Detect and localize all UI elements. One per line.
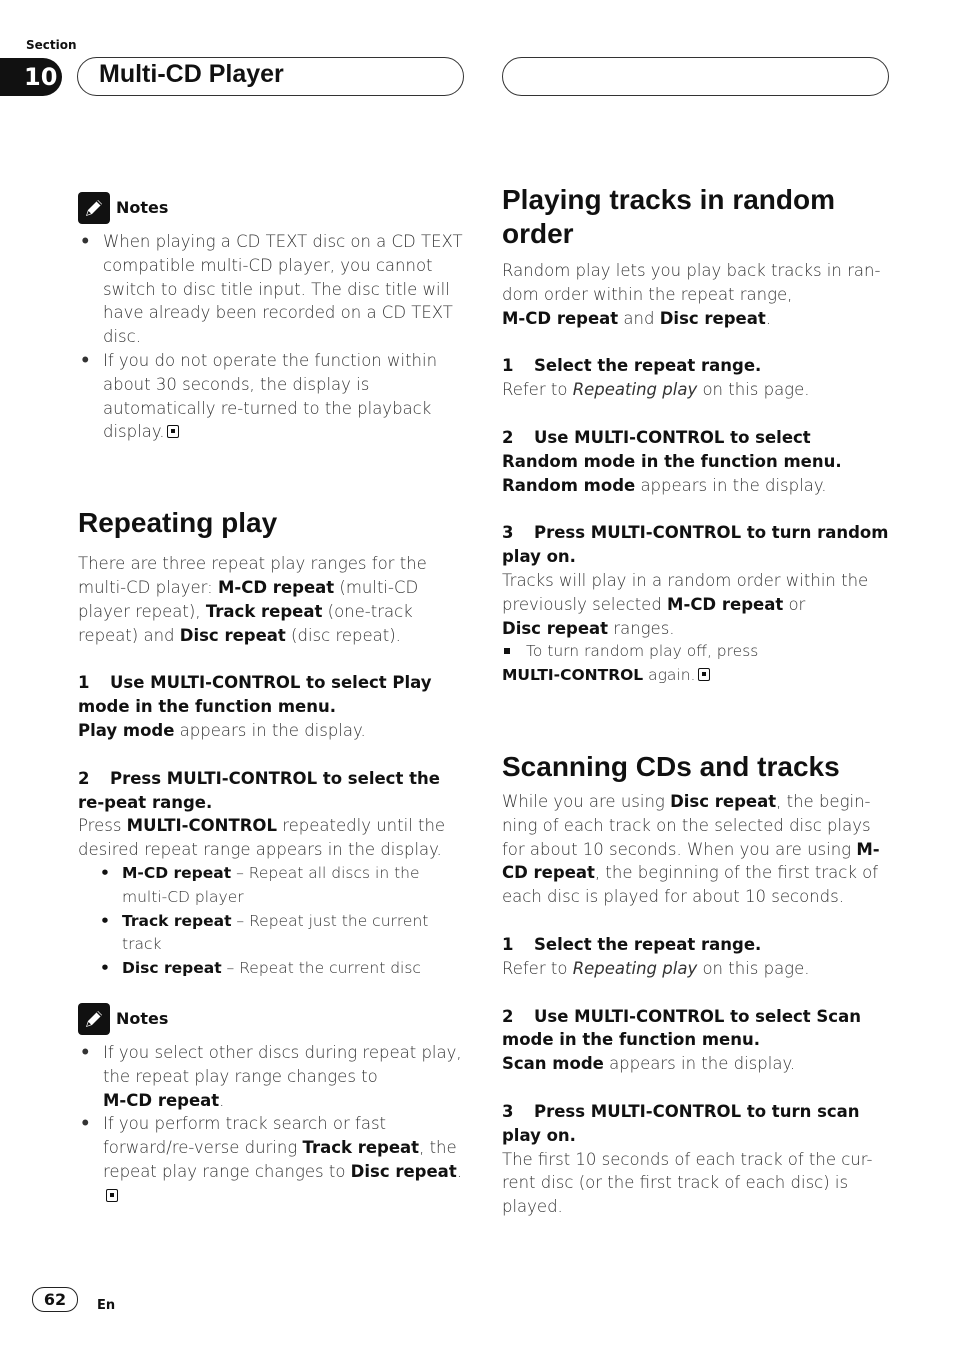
list-item: • M-CD repeat – Repeat all discs in the multi-CD player xyxy=(122,862,468,910)
section-number-badge: 10 xyxy=(0,58,62,96)
language-label: En xyxy=(97,1298,116,1313)
page-number: 62 xyxy=(32,1287,78,1312)
step-text: Random mode appears in the display. xyxy=(502,475,827,495)
notes-list xyxy=(78,1041,468,1208)
header-right-frame xyxy=(502,57,889,96)
end-mark-icon xyxy=(167,425,179,438)
step-text: Refer to Repeating play on this page. xyxy=(502,380,810,400)
section-label: Section xyxy=(26,38,77,52)
random-off-note: To turn random play off, press MULTI-CONTROL again. xyxy=(502,642,759,685)
notes-list xyxy=(78,230,468,444)
note-item: • If you do not operate the function within about 30 seconds, the display is automatically re-turned to the playback display. xyxy=(78,349,468,444)
repeating-intro: There are three repeat play ranges for the multi-CD player: M-CD repeat (multi-CD player repeat), Track repeat (one-track repeat) and Disc repeat (disc repeat). xyxy=(78,554,427,645)
step-heading: 2 Press MULTI-CONTROL to select the re-peat range. xyxy=(78,768,440,812)
end-mark-icon xyxy=(106,1189,118,1202)
note-item: • If you select other discs during repeat play, the repeat play range changes to M-CD repeat. xyxy=(78,1041,468,1112)
step-heading: 1 Select the repeat range. xyxy=(502,356,762,376)
step-text: Press MULTI-CONTROL repeatedly until the desired repeat range appears in the display. xyxy=(78,816,446,860)
step-heading: 2 Use MULTI-CONTROL to select Random mode in the function menu. xyxy=(502,427,842,471)
step-text: The first 10 seconds of each track of the cur-rent disc (or the first track of each disc) is played. xyxy=(502,1149,873,1217)
end-mark-icon xyxy=(698,668,710,681)
scanning-intro: While you are using Disc repeat, the begin-ning of each track on the selected disc plays for about 10 seconds. When you are using M-CD repeat, the beginning of the first track of each disc is played for about 10 seconds. xyxy=(502,791,880,907)
step-heading: 1 Select the repeat range. xyxy=(502,934,762,954)
repeat-range-list xyxy=(78,862,468,981)
notes-heading: Notes xyxy=(78,190,468,226)
list-item: • Disc repeat – Repeat the current disc xyxy=(122,957,468,981)
random-intro: Random play lets you play back tracks in ran-dom order within the repeat range, M-CD repeat and Disc repeat. xyxy=(502,261,881,328)
section-heading-scanning: Scanning CDs and tracks xyxy=(502,750,840,782)
section-heading-random: Playing tracks in random order xyxy=(502,184,835,249)
right-column xyxy=(502,183,892,1219)
note-item: • When playing a CD TEXT disc on a CD TEXT compatible multi-CD player, you cannot switch to disc title input. The disc title will have already been recorded on a CD TEXT disc. xyxy=(78,230,468,349)
note-item: • If you perform track search or fast forward/re-verse during Track repeat, the repeat play range changes to Disc repeat. xyxy=(78,1112,468,1207)
step-text: Refer to Repeating play on this page. xyxy=(502,958,810,978)
step-heading: 3 Press MULTI-CONTROL to turn scan play on. xyxy=(502,1101,860,1145)
left-column xyxy=(78,190,468,1208)
section-heading-repeating: Repeating play xyxy=(78,507,278,539)
pencil-icon xyxy=(78,1003,110,1035)
pencil-icon xyxy=(78,192,110,224)
step-heading: 2 Use MULTI-CONTROL to select Scan mode in the function menu. xyxy=(502,1006,861,1050)
step-text: Scan mode appears in the display. xyxy=(502,1054,796,1074)
chapter-title: Multi-CD Player xyxy=(99,60,284,88)
step-text: Tracks will play in a random order within the previously selected M-CD repeat or Disc repeat ranges. xyxy=(502,570,869,638)
notes-heading: Notes xyxy=(78,1001,468,1037)
list-item: • Track repeat – Repeat just the current track xyxy=(122,910,468,958)
square-bullet-icon xyxy=(504,648,510,654)
step-text: Play mode appears in the display. xyxy=(78,720,366,740)
step-heading: 3 Press MULTI-CONTROL to turn random play on. xyxy=(502,523,889,567)
step-heading: 1 Use MULTI-CONTROL to select Play mode in the function menu. xyxy=(78,673,432,717)
